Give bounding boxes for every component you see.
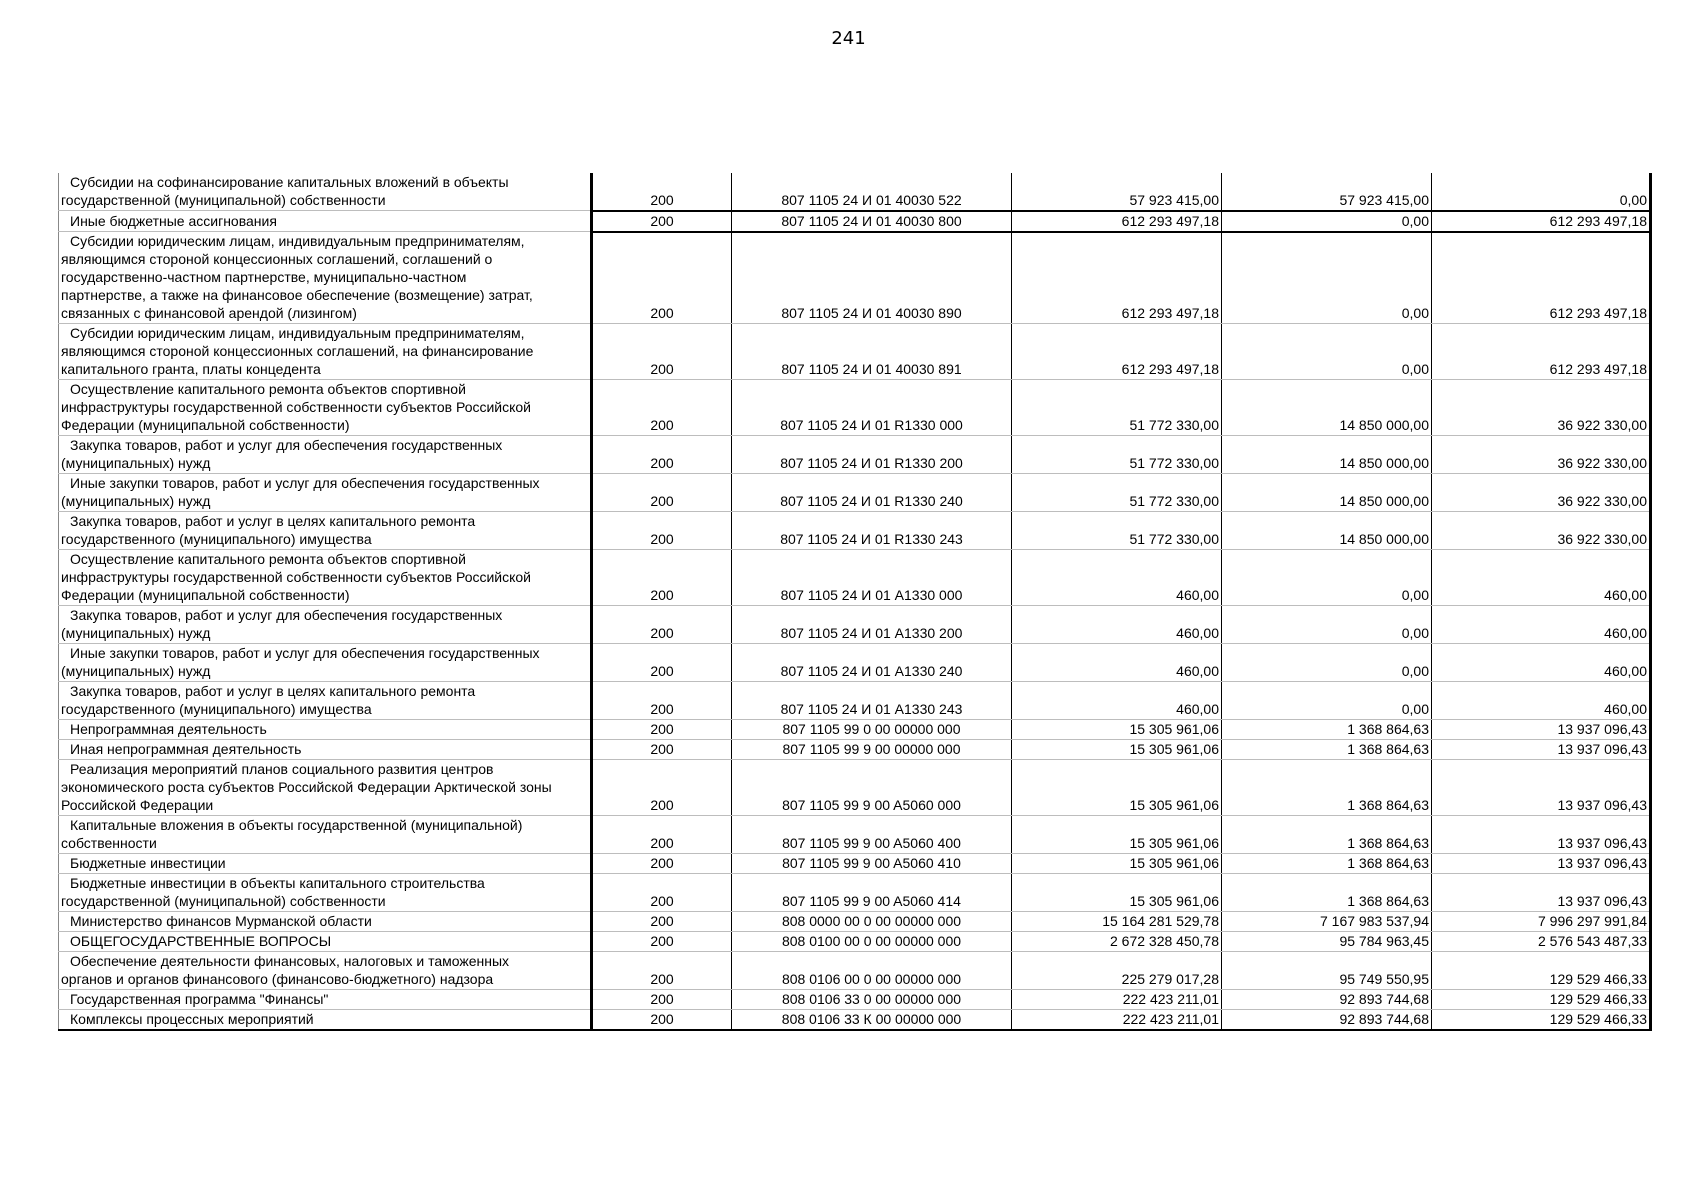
row-value-2-cell: 1 368 864,63 [1222, 760, 1432, 816]
row-code-cell: 807 1105 99 9 00 A5060 400 [732, 816, 1012, 854]
row-value-1-cell: 612 293 497,18 [1012, 232, 1222, 324]
row-value-3-cell: 13 937 096,43 [1432, 874, 1651, 912]
row-name-cell: Обеспечение деятельности финансовых, налоговых и таможенных органов и органов финансового (финансово-бюджетного) надзора [59, 952, 592, 990]
row-code-cell: 807 1105 24 И 01 A1330 200 [732, 606, 1012, 644]
row-code-cell: 807 1105 24 И 01 A1330 240 [732, 644, 1012, 682]
row-value-3-cell: 612 293 497,18 [1432, 324, 1651, 380]
row-value-1-cell: 15 305 961,06 [1012, 854, 1222, 874]
row-status-cell: 200 [592, 912, 732, 932]
row-code-cell: 808 0100 00 0 00 00000 000 [732, 932, 1012, 952]
row-value-2-cell: 92 893 744,68 [1222, 990, 1432, 1010]
row-value-3-cell: 36 922 330,00 [1432, 436, 1651, 474]
row-value-1-cell: 51 772 330,00 [1012, 436, 1222, 474]
row-value-2-cell: 1 368 864,63 [1222, 854, 1432, 874]
table-row [59, 232, 1651, 324]
row-status-cell: 200 [592, 644, 732, 682]
row-value-3-cell: 0,00 [1432, 173, 1651, 211]
row-value-1-cell: 460,00 [1012, 644, 1222, 682]
row-status-cell: 200 [592, 760, 732, 816]
row-value-3-cell: 36 922 330,00 [1432, 512, 1651, 550]
row-name-cell: Осуществление капитального ремонта объектов спортивной инфраструктуры государственной собственности субъектов Российской Федерации (муниципальной собственности) [59, 380, 592, 436]
row-value-1-cell: 612 293 497,18 [1012, 324, 1222, 380]
row-value-2-cell: 0,00 [1222, 324, 1432, 380]
row-name-cell: Капитальные вложения в объекты государственной (муниципальной) собственности [59, 816, 592, 854]
row-value-1-cell: 15 305 961,06 [1012, 760, 1222, 816]
table-row [59, 816, 1651, 854]
row-value-3-cell: 13 937 096,43 [1432, 760, 1651, 816]
row-value-2-cell: 14 850 000,00 [1222, 512, 1432, 550]
row-code-cell: 807 1105 24 И 01 R1330 243 [732, 512, 1012, 550]
row-name-cell: Закупка товаров, работ и услуг для обеспечения государственных (муниципальных) нужд [59, 606, 592, 644]
row-value-2-cell: 14 850 000,00 [1222, 436, 1432, 474]
row-status-cell: 200 [592, 232, 732, 324]
row-value-2-cell: 14 850 000,00 [1222, 380, 1432, 436]
row-value-1-cell: 15 305 961,06 [1012, 740, 1222, 760]
table-row [59, 436, 1651, 474]
row-code-cell: 807 1105 24 И 01 40030 890 [732, 232, 1012, 324]
row-value-2-cell: 1 368 864,63 [1222, 816, 1432, 854]
row-code-cell: 807 1105 24 И 01 40030 891 [732, 324, 1012, 380]
row-status-cell: 200 [592, 990, 732, 1010]
table-row [59, 932, 1651, 952]
row-value-2-cell: 14 850 000,00 [1222, 474, 1432, 512]
table-row [59, 474, 1651, 512]
row-name-cell: Иная непрограммная деятельность [59, 740, 592, 760]
row-value-1-cell: 225 279 017,28 [1012, 952, 1222, 990]
table-row [59, 760, 1651, 816]
row-name-cell: Непрограммная деятельность [59, 720, 592, 740]
row-value-1-cell: 51 772 330,00 [1012, 474, 1222, 512]
row-code-cell: 807 1105 99 9 00 00000 000 [732, 740, 1012, 760]
row-name-cell: Закупка товаров, работ и услуг для обеспечения государственных (муниципальных) нужд [59, 436, 592, 474]
row-value-3-cell: 36 922 330,00 [1432, 474, 1651, 512]
row-status-cell: 200 [592, 474, 732, 512]
table-row [59, 952, 1651, 990]
row-status-cell: 200 [592, 550, 732, 606]
row-name-cell: Министерство финансов Мурманской области [59, 912, 592, 932]
row-value-2-cell: 57 923 415,00 [1222, 173, 1432, 211]
row-code-cell: 807 1105 99 0 00 00000 000 [732, 720, 1012, 740]
row-name-cell: Закупка товаров, работ и услуг в целях капитального ремонта государственного (муниципального) имущества [59, 682, 592, 720]
row-name-cell: Закупка товаров, работ и услуг в целях капитального ремонта государственного (муниципального) имущества [59, 512, 592, 550]
row-status-cell: 200 [592, 512, 732, 550]
row-value-2-cell: 7 167 983 537,94 [1222, 912, 1432, 932]
table-row [59, 550, 1651, 606]
row-name-cell: Субсидии юридическим лицам, индивидуальным предпринимателям, являющимся стороной концессионных соглашений, на финансирование капитального гранта, платы концедента [59, 324, 592, 380]
row-code-cell: 807 1105 99 9 00 A5060 000 [732, 760, 1012, 816]
row-status-cell: 200 [592, 1010, 732, 1031]
table-row [59, 512, 1651, 550]
row-value-2-cell: 0,00 [1222, 682, 1432, 720]
row-status-cell: 200 [592, 606, 732, 644]
table-row [59, 380, 1651, 436]
row-value-1-cell: 460,00 [1012, 682, 1222, 720]
row-value-3-cell: 460,00 [1432, 606, 1651, 644]
row-value-3-cell: 612 293 497,18 [1432, 232, 1651, 324]
row-value-3-cell: 13 937 096,43 [1432, 816, 1651, 854]
row-value-1-cell: 460,00 [1012, 606, 1222, 644]
table-row [59, 211, 1651, 232]
table-row [59, 606, 1651, 644]
row-name-cell: Субсидии юридическим лицам, индивидуальным предпринимателям, являющимся стороной концессионных соглашений, соглашений о государственно-частном партнерстве, муниципально-частном партнерстве, а также на финансовое обеспечение (возмещение) затрат, связанных с финансовой арендой (лизингом) [59, 232, 592, 324]
row-name-cell: Иные бюджетные ассигнования [59, 211, 592, 232]
row-status-cell: 200 [592, 682, 732, 720]
row-value-3-cell: 7 996 297 991,84 [1432, 912, 1651, 932]
table-body [59, 173, 1651, 1030]
row-value-1-cell: 460,00 [1012, 550, 1222, 606]
table-row [59, 912, 1651, 932]
row-value-2-cell: 0,00 [1222, 211, 1432, 232]
row-code-cell: 808 0000 00 0 00 00000 000 [732, 912, 1012, 932]
row-status-cell: 200 [592, 854, 732, 874]
row-code-cell: 808 0106 33 0 00 00000 000 [732, 990, 1012, 1010]
row-status-cell: 200 [592, 874, 732, 912]
table-row [59, 682, 1651, 720]
row-name-cell: Бюджетные инвестиции в объекты капитального строительства государственной (муниципальной) собственности [59, 874, 592, 912]
row-value-2-cell: 95 784 963,45 [1222, 932, 1432, 952]
row-value-3-cell: 13 937 096,43 [1432, 740, 1651, 760]
row-value-1-cell: 2 672 328 450,78 [1012, 932, 1222, 952]
row-value-1-cell: 222 423 211,01 [1012, 990, 1222, 1010]
row-value-3-cell: 460,00 [1432, 550, 1651, 606]
row-name-cell: Комплексы процессных мероприятий [59, 1010, 592, 1031]
row-value-3-cell: 460,00 [1432, 644, 1651, 682]
row-value-2-cell: 0,00 [1222, 232, 1432, 324]
row-code-cell: 808 0106 33 К 00 00000 000 [732, 1010, 1012, 1031]
row-code-cell: 807 1105 24 И 01 A1330 243 [732, 682, 1012, 720]
row-code-cell: 807 1105 24 И 01 A1330 000 [732, 550, 1012, 606]
row-name-cell: Иные закупки товаров, работ и услуг для обеспечения государственных (муниципальных) нужд [59, 474, 592, 512]
row-status-cell: 200 [592, 932, 732, 952]
row-value-2-cell: 0,00 [1222, 550, 1432, 606]
row-status-cell: 200 [592, 816, 732, 854]
row-code-cell: 807 1105 99 9 00 A5060 414 [732, 874, 1012, 912]
row-code-cell: 808 0106 00 0 00 00000 000 [732, 952, 1012, 990]
table-row [59, 874, 1651, 912]
row-code-cell: 807 1105 99 9 00 A5060 410 [732, 854, 1012, 874]
page-number: 241 [831, 28, 866, 49]
row-value-2-cell: 1 368 864,63 [1222, 874, 1432, 912]
table-row [59, 720, 1651, 740]
table-row [59, 324, 1651, 380]
row-value-3-cell: 36 922 330,00 [1432, 380, 1651, 436]
table-row [59, 740, 1651, 760]
row-value-2-cell: 0,00 [1222, 606, 1432, 644]
budget-table [58, 173, 1652, 1031]
row-value-1-cell: 222 423 211,01 [1012, 1010, 1222, 1031]
row-value-3-cell: 13 937 096,43 [1432, 854, 1651, 874]
row-code-cell: 807 1105 24 И 01 R1330 200 [732, 436, 1012, 474]
row-value-2-cell: 95 749 550,95 [1222, 952, 1432, 990]
row-value-3-cell: 129 529 466,33 [1432, 1010, 1651, 1031]
row-name-cell: Государственная программа "Финансы" [59, 990, 592, 1010]
row-value-3-cell: 612 293 497,18 [1432, 211, 1651, 232]
table-row [59, 854, 1651, 874]
row-code-cell: 807 1105 24 И 01 40030 800 [732, 211, 1012, 232]
row-value-2-cell: 92 893 744,68 [1222, 1010, 1432, 1031]
row-name-cell: Осуществление капитального ремонта объектов спортивной инфраструктуры государственной собственности субъектов Российской Федерации (муниципальной собственности) [59, 550, 592, 606]
row-name-cell: Реализация мероприятий планов социального развития центров экономического роста субъектов Российской Федерации Арктической зоны Российской Федерации [59, 760, 592, 816]
row-name-cell: Субсидии на софинансирование капитальных вложений в объекты государственной (муниципальной) собственности [59, 173, 592, 211]
row-value-2-cell: 1 368 864,63 [1222, 720, 1432, 740]
row-status-cell: 200 [592, 720, 732, 740]
row-value-1-cell: 15 164 281 529,78 [1012, 912, 1222, 932]
table-row [59, 644, 1651, 682]
row-value-1-cell: 612 293 497,18 [1012, 211, 1222, 232]
row-value-1-cell: 51 772 330,00 [1012, 380, 1222, 436]
table-row [59, 1010, 1651, 1031]
table-row [59, 173, 1651, 211]
row-name-cell: Иные закупки товаров, работ и услуг для обеспечения государственных (муниципальных) нужд [59, 644, 592, 682]
row-value-2-cell: 1 368 864,63 [1222, 740, 1432, 760]
row-name-cell: ОБЩЕГОСУДАРСТВЕННЫЕ ВОПРОСЫ [59, 932, 592, 952]
row-value-2-cell: 0,00 [1222, 644, 1432, 682]
row-value-3-cell: 2 576 543 487,33 [1432, 932, 1651, 952]
row-value-3-cell: 460,00 [1432, 682, 1651, 720]
row-value-1-cell: 15 305 961,06 [1012, 874, 1222, 912]
row-code-cell: 807 1105 24 И 01 40030 522 [732, 173, 1012, 211]
row-status-cell: 200 [592, 952, 732, 990]
row-name-cell: Бюджетные инвестиции [59, 854, 592, 874]
row-status-cell: 200 [592, 324, 732, 380]
row-value-3-cell: 129 529 466,33 [1432, 952, 1651, 990]
row-value-3-cell: 129 529 466,33 [1432, 990, 1651, 1010]
row-status-cell: 200 [592, 740, 732, 760]
row-code-cell: 807 1105 24 И 01 R1330 240 [732, 474, 1012, 512]
row-value-3-cell: 13 937 096,43 [1432, 720, 1651, 740]
row-code-cell: 807 1105 24 И 01 R1330 000 [732, 380, 1012, 436]
row-value-1-cell: 15 305 961,06 [1012, 816, 1222, 854]
row-status-cell: 200 [592, 173, 732, 211]
row-value-1-cell: 57 923 415,00 [1012, 173, 1222, 211]
table-row [59, 990, 1651, 1010]
row-value-1-cell: 51 772 330,00 [1012, 512, 1222, 550]
row-status-cell: 200 [592, 436, 732, 474]
row-status-cell: 200 [592, 211, 732, 232]
row-value-1-cell: 15 305 961,06 [1012, 720, 1222, 740]
row-status-cell: 200 [592, 380, 732, 436]
